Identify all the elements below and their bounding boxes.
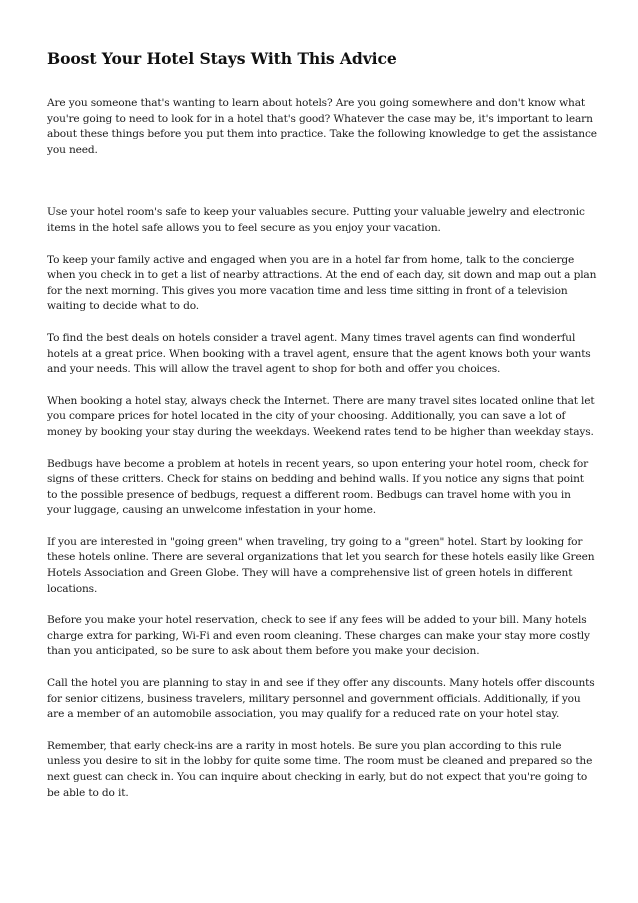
paragraph-going-green: If you are interested in "going green" when traveling, try going to a "green" hotel. Start by looking for these hotels online. There are several organizations that let you search for these hotels easily like Green Hotels Association and Green Globe. They will have a comprehensive list of green hotels in different locations. <box>47 535 595 595</box>
paragraph-bedbugs: Bedbugs have become a problem at hotels in recent years, so upon entering your hotel room, check for signs of these critters. Check for stains on bedding and behind walls. If you notice any signs that point to the possible presence of bedbugs, request a different room. Bedbugs can travel home with you in your luggage, causing an unwelcome infestation in your home. <box>47 457 589 517</box>
paragraph-discounts: Call the hotel you are planning to stay in and see if they offer any discounts. Many hotels offer discounts for senior citizens, business travelers, military personnel and government officials. Additionally, if you are a member of an automobile association, you may qualify for a reduced rate on your hotel stay. <box>47 677 595 721</box>
document-title: Boost Your Hotel Stays With This Advice <box>47 49 397 68</box>
document-page <box>47 49 597 817</box>
paragraph-intro: Are you someone that's wanting to learn about hotels? Are you going somewhere and don't know what you're going to need to look for in a hotel that's good? Whatever the case may be, it's important to learn about these things before you put them into practice. Take the following knowledge to get the assistance you need. <box>47 97 597 156</box>
paragraph-fees: Before you make your hotel reservation, check to see if any fees will be added to your bill. Many hotels charge extra for parking, Wi-Fi and even room cleaning. These charges can make your stay more costly than you anticipated, so be sure to ask about them before you make your decision. <box>47 614 590 658</box>
paragraph-hotel-safe: Use your hotel room's safe to keep your valuables secure. Putting your valuable jewelry and electronic items in the hotel safe allows you to feel secure as you enjoy your vacation. <box>47 206 585 234</box>
paragraph-check-internet: When booking a hotel stay, always check the Internet. There are many travel sites located online that let you compare prices for hotel located in the city of your choosing. Additionally, you can save a lot of money by booking your stay during the weekdays. Weekend rates tend to be higher than weekday stays. <box>47 394 595 438</box>
paragraph-early-checkin: Remember, that early check-ins are a rarity in most hotels. Be sure you plan according to this rule unless you desire to sit in the lobby for quite some time. The room must be cleaned and prepared so the next guest can check in. You can inquire about checking in early, but do not expect that you're going to be able to do it. <box>47 739 593 799</box>
paragraph-travel-agent: To find the best deals on hotels consider a travel agent. Many times travel agents can find wonderful hotels at a great price. When booking with a travel agent, ensure that the agent knows both your wants and your needs. This will allow the travel agent to shop for both and offer you choices. <box>47 331 591 376</box>
paragraph-concierge: To keep your family active and engaged when you are in a hotel far from home, talk to the concierge when you check in to get a list of nearby attractions. At the end of each day, sit down and map out a plan for the next morning. This gives you more vacation time and less time sitting in front of a television waiting to decide what to do. <box>47 253 597 313</box>
